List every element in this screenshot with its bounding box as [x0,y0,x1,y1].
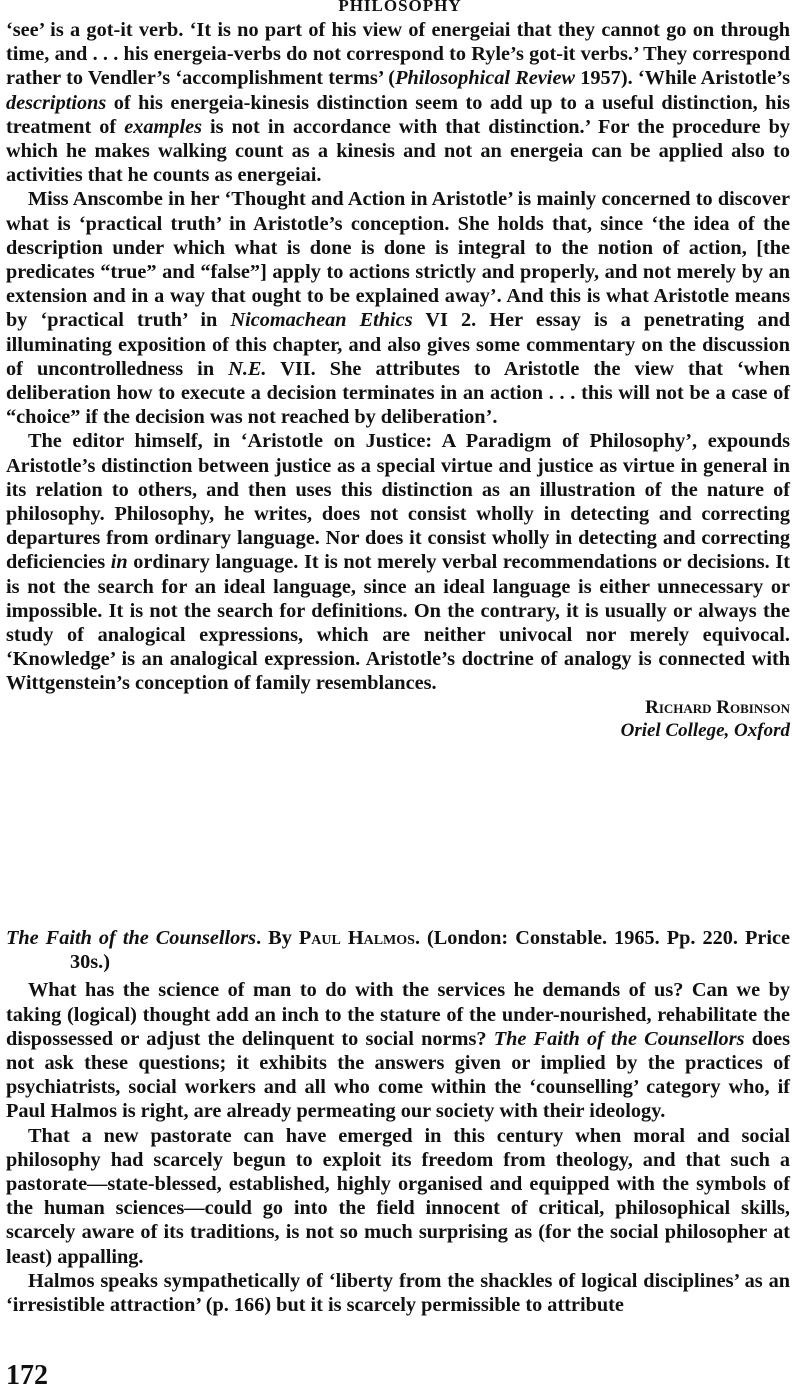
paragraph: Miss Anscombe in her ‘Thought and Action in Aristotle’ is mainly concerned to discover what is ‘practical truth’ in Aristotle’s conception. She holds that, since ‘the idea of the description under which what is done is done is integral to the notion of action, [the predicates “true” and “false”] apply to actions strictly and properly, and not merely by an extension and in a way that ought to be explained away’. And this is what Aristotle means by ‘practical truth’ in Nicomachean Ethics VI 2. Her essay is a penetrating and illuminating exposition of this chapter, and also gives some commentary on the discussion of uncontrolledness in N.E. VII. She attributes to Aristotle the view that ‘when deliberation how to execute a decision terminates in an action . . . this will not be a case of “choice” if the decision was not reached by deliberation’. [6,188,791,429]
paragraph: What has the science of man to do with the services he demands of us? Can we by taking (logical) thought add an inch to the stature of the under-nourished, rehabilitate the dispossessed or adjust the delinquent to social norms? The Faith of the Counsellors does not ask these questions; it exhibits the answers given or implied by the practices of psychiatrists, social workers and all who come within the ‘counselling’ category who, if Paul Halmos is right, are already permeating our society with their ideology. [6,979,791,1123]
book-author: Paul Halmos [298,927,415,949]
paragraph: Halmos speaks sympathetically of ‘liberty from the shackles of logical disciplines’ as an ‘irresistible attraction’ (p. 166) but it is scarcely permissible to attribute [6,1269,790,1317]
review-robinson [6,18,790,742]
book-details: . (London: Constable. 1965. Pp. 220. Price 30s.) [70,927,790,974]
paragraph: The editor himself, in ‘Aristotle on Justice: A Paradigm of Philosophy’, expounds Aristotle’s distinction between justice as a special virtue and justice as virtue in general in its relation to others, and then uses this distinction as an illustration of the nature of philosophy. Philosophy, he writes, does not consist wholly in detecting and correcting departures from ordinary language. Nor does it consist wholly in detecting and correcting deficiencies in ordinary language. It is not merely verbal recommendations or decisions. It is not the search for an ideal language, since an ideal language is either unnecessary or impossible. It is not the search for definitions. On the contrary, it is usually or always the study of analogical expressions, which are neither univocal nor merely equivocal. ‘Knowledge’ is an analogical expression. Aristotle’s doctrine of analogy is connected with Wittgenstein’s conception of family resemblances. [6,430,790,695]
running-head: PHILOSOPHY [338,0,462,15]
review-halmos [6,926,790,1317]
paragraph: That a new pastorate can have emerged in this century when moral and social philosophy had scarcely begun to exploit its freedom from theology, and that such a pastorate—state-blessed, established, highly organised and equipped with the symbols of the human sciences—could go into the field innocent of critical, philosophical skills, scarcely aware of its traditions, is not so much surprising as (for the social philosopher at least) appalling. [6,1124,790,1268]
reviewer-name: Richard Robinson [645,696,790,718]
paragraph: ‘see’ is a got-it verb. ‘It is no part of his view of energeiai that they cannot go on through time, and . . . his energeia-verbs do not correspond to Ryle’s got-it verbs.’ They correspond rather to Vendler’s ‘accomplishment terms’ (Philosophical Review 1957). ‘While Aristotle’s descriptions of his energeia-kinesis distinction seem to add up to a useful distinction, his treatment of examples is not in accordance with that distinction.’ For the procedure by which he makes walking count as a kinesis and not an energeia can be applied also to activities that he counts as energeiai. [6,19,791,187]
page-number: 172 [6,1360,48,1391]
reviewer-signature [6,696,790,742]
book-heading: The Faith of the Counsellors. By Paul Halmos. (London: Constable. 1965. Pp. 220. Price 30s.) [6,927,790,974]
work-title: Nicomachean Ethics [230,309,413,332]
book-title: The Faith of the Counsellors [6,927,257,949]
journal-title: Philosophical Review [395,67,575,90]
reviewer-affiliation: Oriel College, Oxford [620,719,790,741]
